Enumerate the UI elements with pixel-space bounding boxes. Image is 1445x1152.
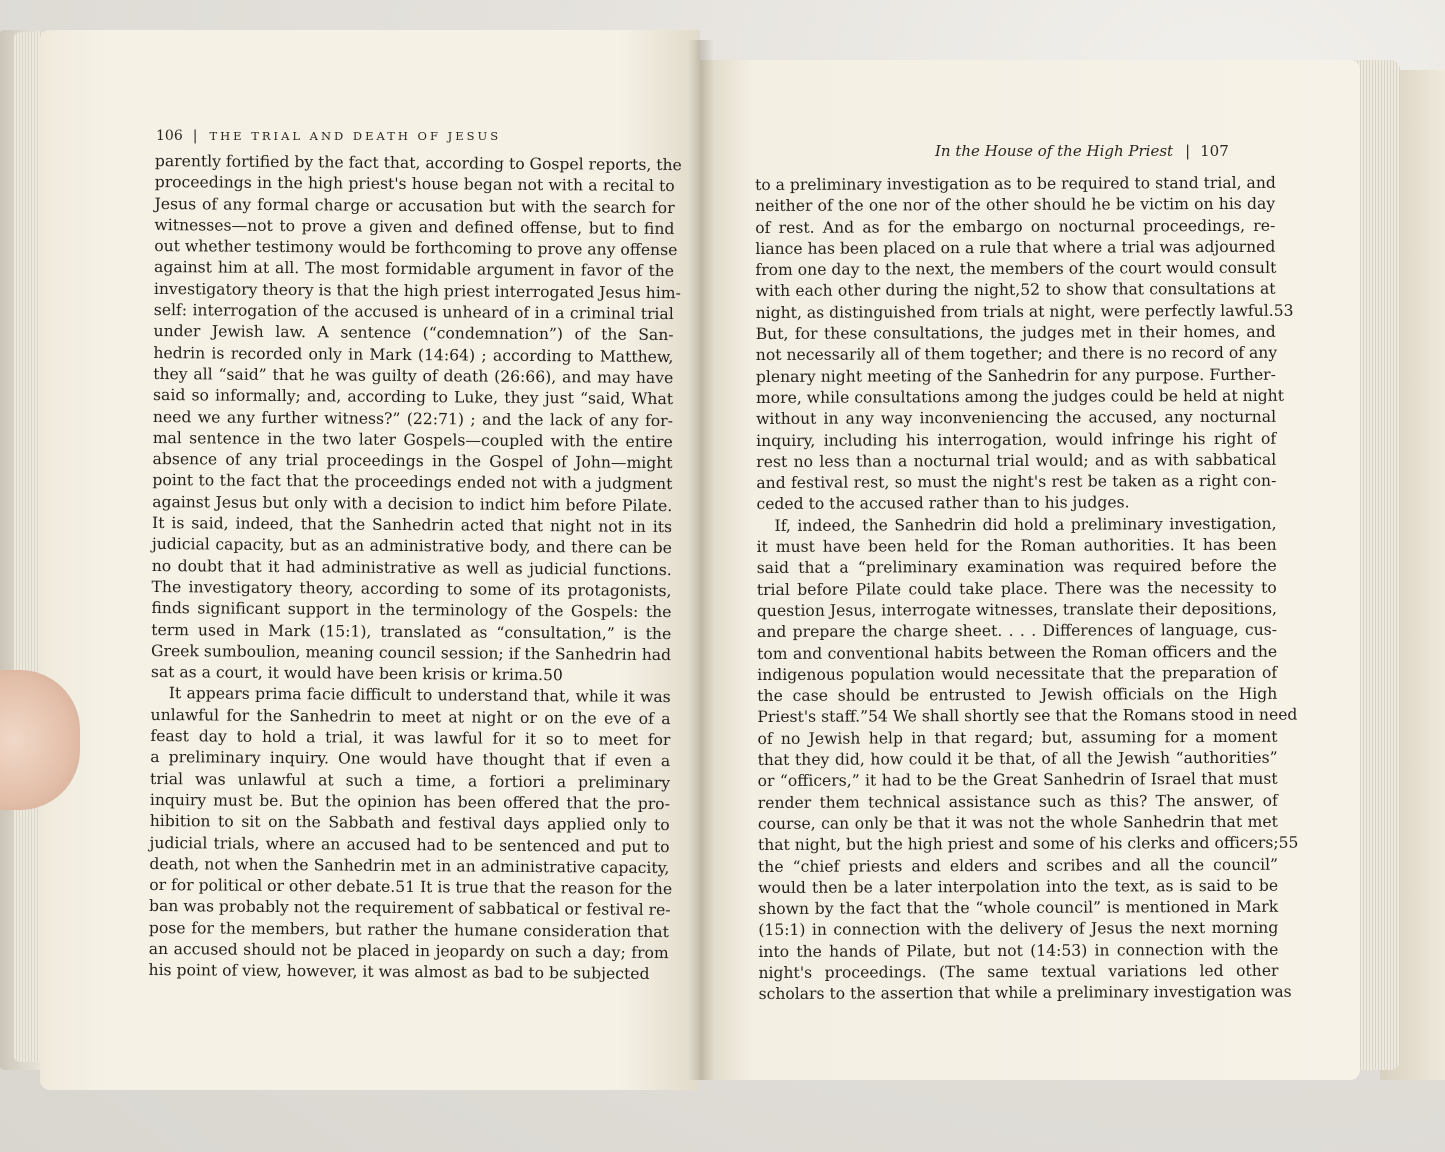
text-line: night, as distinguished from trials at night, were perfectly lawful.53 [755, 301, 1294, 322]
text-line: against Jesus but only with a decision to indict him before Pilate. [152, 492, 673, 515]
text-line: render them technical assistance such as this? The answer, of [757, 791, 1278, 812]
text-line: out whether testimony would be forthcoming to prove any offense [154, 237, 678, 260]
text-line: and festival rest, so must the night's rest be taken as a right con- [756, 471, 1277, 493]
text-line: said that a “preliminary examination was required before the [756, 557, 1277, 578]
text-line: judicial capacity, but as an administrative body, and there can be [151, 535, 672, 558]
text-line: liance has been placed on a rule that where a trial was adjourned [755, 237, 1276, 258]
text-line: It appears prima facie difficult to understand that, while it was [168, 684, 671, 707]
text-line: parently fortified by the fact that, according to Gospel reports, the [154, 151, 682, 175]
right-page [700, 60, 1360, 1080]
text-line: finds significant support in the terminology of the Gospels: the [151, 599, 672, 622]
text-line: (15:1) in connection with the delivery of Jesus the next morning [758, 919, 1279, 940]
text-line: said so informally; and, according to Luke, they just “said, What [153, 386, 674, 409]
text-line: inquiry, including his interrogation, would infringe his right of [756, 429, 1277, 450]
text-line: term used in Mark (15:1), translated as “consultation,” is the [151, 620, 672, 643]
right-running-title: In the House of the High Priest [935, 142, 1174, 160]
text-line: Greek sumboulion, meaning council session; if the Sanhedrin had [151, 641, 672, 664]
text-line: would then be a later interpolation into the text, as is said to be [758, 876, 1279, 897]
text-line: no doubt that it had administrative as well as judicial functions. [151, 556, 672, 579]
text-line: pose for the members, but rather the humane consideration that [148, 918, 669, 941]
text-line: hedrin is recorded only in Mark (14:64) ; according to Matthew, [153, 343, 674, 366]
text-line: night's proceedings. (The same textual variations led other [758, 961, 1279, 982]
text-line: the case should be entrusted to Jewish officials on the High [757, 684, 1278, 706]
text-line: of rest. And as for the embargo on nocturnal proceedings, re- [755, 216, 1276, 237]
text-line: unlawful for the Sanhedrin to meet at night or on the eve of a [150, 705, 671, 728]
text-line: need we any further witness?” (22:71) ; and the lack of any for- [152, 407, 673, 430]
book-gutter [688, 40, 714, 1080]
text-line: trial before Pilate could take place. There was the necessity to [756, 578, 1277, 599]
text-line: sat as a court, it would have been krisis or krima.50 [150, 663, 563, 685]
text-line: to a preliminary investigation as to be required to stand trial, and [755, 173, 1276, 194]
text-line: proceedings in the high priest's house began not with a recital to [154, 173, 675, 196]
text-line: under Jewish law. A sentence (“condemnation”) of the San- [153, 322, 674, 345]
text-line: scholars to the assertion that while a preliminary investigation was [758, 982, 1292, 1004]
text-line: feast day to hold a trial, it was lawful for it so to meet for [150, 726, 671, 750]
text-line: a preliminary inquiry. One would have thought that if even a [150, 748, 671, 771]
text-line: and prepare the charge sheet. . . . Differences of language, cus- [756, 620, 1278, 642]
text-line: Jesus of any formal charge or accusation but with the search for [154, 194, 675, 217]
text-line: that they did, how could it be that, of all the Jewish “authorities” [757, 748, 1278, 770]
text-line: more, while consultations among the judges could be held at night [755, 386, 1285, 407]
text-line: ban was probably not the requirement of sabbatical or festival re- [148, 897, 671, 920]
text-line: investigatory theory is that the high priest interrogated Jesus him- [153, 279, 681, 302]
text-line: without in any way inconveniencing the accused, any nocturnal [756, 407, 1277, 429]
text-line: or “officers,” it had to be the Great Sanhedrin of Israel that must [757, 770, 1278, 791]
text-line: But, for these consultations, the judges met in their homes, and [755, 322, 1276, 344]
text-line: with each other during the night,52 to show that consultations at [755, 280, 1276, 301]
text-line: plenary night meeting of the Sanhedrin for any purpose. Further- [755, 365, 1276, 386]
text-line: If, indeed, the Sanhedrin did hold a preliminary investigation, [774, 514, 1277, 535]
right-running-head: In the House of the High Priest | 107 [935, 142, 1229, 160]
text-line: trial was unlawful at such a time, a fortiori a preliminary [150, 769, 671, 792]
text-line: indigenous population would necessitate that the preparation of [757, 663, 1278, 684]
text-line: ceded to the accused rather than to his judges. [756, 493, 1130, 514]
text-line: that night, but the high priest and some of his clerks and officers;55 [757, 833, 1299, 855]
text-line: the “chief priests and elders and scribes and all the council” [757, 855, 1279, 876]
text-line: It is said, indeed, that the Sanhedrin acted that night not in its [152, 514, 673, 537]
right-page-number: 107 [1200, 142, 1229, 160]
right-page-text [755, 173, 1299, 1006]
left-running-head: 106 | THE TRIAL AND DEATH OF JESUS [156, 128, 502, 144]
text-line: they all “said” that he was guilty of death (26:66), and may have [153, 364, 674, 388]
text-line: an accused should not be placed in jeopardy on such a day; from [148, 939, 669, 963]
text-line: hibition to sit on the Sabbath and festival days applied only to [149, 812, 670, 835]
left-page [40, 30, 700, 1090]
text-line: neither of the one nor of the other should he be victim on his day [755, 195, 1276, 216]
text-line: into the hands of Pilate, but not (14:53) in connection with the [758, 940, 1279, 961]
text-line: mal sentence in the two later Gospels—coupled with the entire [152, 428, 673, 451]
text-line: or for political or other debate.51 It is true that the reason for the [149, 876, 673, 899]
text-line: of no Jewish help in that regard; but, assuming for a moment [757, 727, 1278, 748]
text-line: death, not when the Sanhedrin met in an administrative capacity, [149, 854, 670, 877]
text-line: inquiry must be. But the opinion has been offered that the pro- [149, 790, 670, 813]
text-line: The investigatory theory, according to some of its protagonists, [151, 577, 672, 601]
left-page-text [148, 151, 682, 986]
text-line: not necessarily all of them together; and there is no record of any [755, 344, 1278, 365]
text-line: witnesses—not to prove a given and defined offense, but to find [154, 215, 675, 238]
text-line: against him at all. The most formidable argument in favor of the [154, 258, 675, 281]
text-line: tom and conventional habits between the Roman officers and the [757, 642, 1278, 663]
text-line: shown by the fact that the “whole council” is mentioned in Mark [758, 897, 1279, 919]
left-page-number: 106 [156, 128, 183, 144]
text-line: rest no less than a nocturnal trial would; and as with sabbatical [756, 450, 1277, 471]
text-line: point to the fact that the proceedings ended not with a judgment [152, 471, 673, 494]
text-line: course, can only be that it was not the whole Sanhedrin that met [757, 812, 1278, 833]
text-line: his point of view, however, it was almost as bad to be subjected [148, 961, 650, 984]
text-line: self: interrogation of the accused is unheard of in a criminal trial [153, 301, 674, 324]
text-line: absence of any trial proceedings in the Gospel of John—might [152, 450, 673, 473]
text-line: Priest's staff.”54 We shall shortly see that the Romans stood in need [757, 706, 1298, 727]
text-line: from one day to the next, the members of the court would consult [755, 258, 1277, 280]
text-line: question Jesus, interrogate witnesses, translate their depositions, [756, 599, 1277, 620]
text-line: it must have been held for the Roman authorities. It has been [756, 535, 1277, 557]
text-line: judicial trials, where an accused had to be sentenced and put to [149, 833, 670, 856]
left-running-title: THE TRIAL AND DEATH OF JESUS [209, 129, 502, 143]
